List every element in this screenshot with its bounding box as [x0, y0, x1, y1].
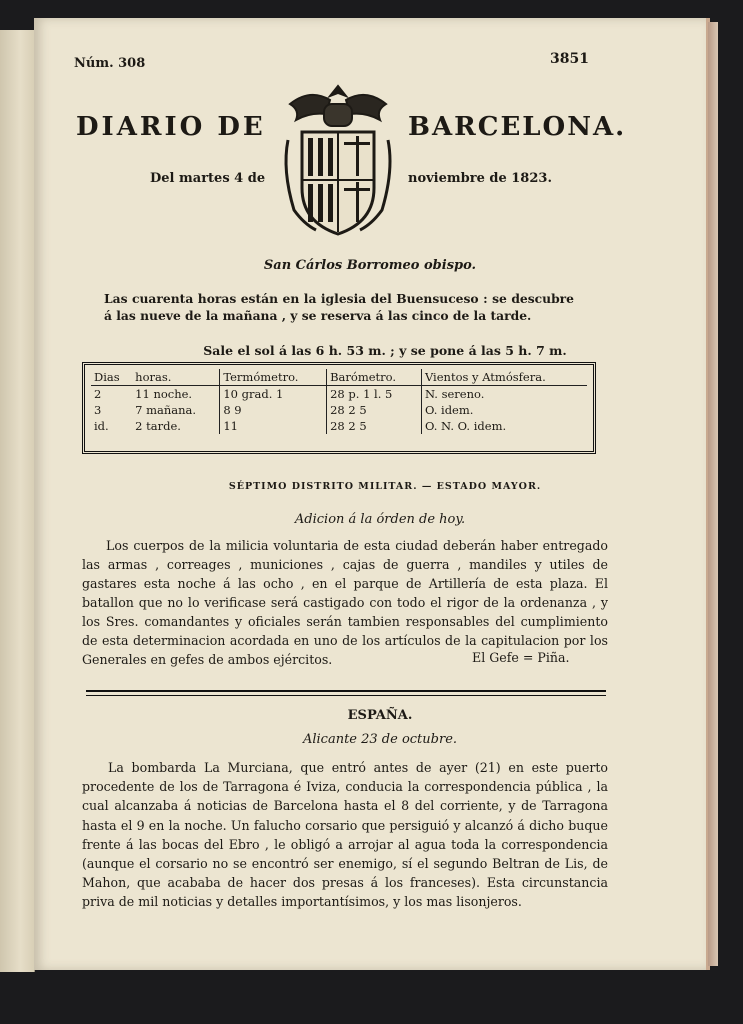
weather-cell: 11 noche.	[135, 387, 193, 401]
section-title: ESPAÑA.	[347, 708, 413, 723]
weather-cell: 11	[220, 418, 327, 434]
section-divider	[86, 690, 606, 696]
page-number: 3851	[550, 51, 589, 67]
weather-header-winds: Vientos y Atmósfera.	[421, 369, 587, 386]
table-row	[91, 402, 587, 418]
weather-cell: 3	[94, 403, 102, 417]
weather-cell: O. idem.	[421, 402, 587, 418]
weather-header-thermometer: Termómetro.	[220, 369, 327, 386]
sun-times: Sale el sol á las 6 h. 53 m. ; y se pone á las 5 h. 7 m.	[203, 343, 567, 358]
table-row	[91, 386, 587, 403]
district-heading: SÉPTIMO DISTRITO MILITAR. — ESTADO MAYOR.	[228, 481, 542, 492]
weather-cell: 8 9	[220, 402, 327, 418]
coat-of-arms-icon	[278, 80, 398, 242]
masthead-left: DIARIO DE	[76, 112, 266, 142]
left-page-edge	[0, 30, 35, 972]
weather-header-hours: horas.	[132, 369, 220, 386]
date-suffix: noviembre de 1823.	[408, 171, 552, 186]
addition-title: Adicion á la órden de hoy.	[294, 512, 466, 527]
weather-cell: 28 p. 1 l. 5	[327, 386, 422, 403]
saint-of-day: San Cárlos Borromeo obispo.	[263, 258, 477, 273]
newspaper-page	[34, 18, 710, 970]
weather-cell: 10 grad. 1	[220, 386, 327, 403]
addition-signature: El Gefe = Piña.	[472, 650, 570, 665]
weather-cell: 2 tarde.	[135, 419, 181, 433]
weather-cell: 28 2 5	[327, 418, 422, 434]
dateline: Alicante 23 de octubre.	[302, 732, 458, 747]
weather-table	[82, 362, 596, 454]
weather-cell: 2	[94, 387, 102, 401]
weather-header-days: Dias	[91, 369, 132, 386]
news-text: La bombarda La Murciana, que entró antes de ayer (21) en este puerto procedente de los de Tarragona é Iviza, conducia la correspondencia pública , la cual alcanzaba á noticias de Barcelona hasta el 8 del corriente, y de Tarragona hasta el 9 en la noche. Un falucho corsario que persiguió y alcanzó á dicho buque frente á las bocas del Ebro , le obligó a arrojar al agua toda la correspondencia (aunque el corsario no se encontró ser enemigo, sí el segundo Beltran de Lis, de Mahon, que acababa de hacer dos presas á los franceses). Esta circunstancia priva de mil noticias y detalles importantísimos, y los mas lisonjeros.	[82, 760, 608, 910]
date-prefix: Del martes 4 de	[150, 171, 266, 186]
masthead-right: BARCELONA.	[408, 112, 627, 142]
issue-number: Núm. 308	[74, 56, 146, 71]
table-row	[91, 418, 587, 434]
weather-header-barometer: Barómetro.	[327, 369, 422, 386]
weather-cell: 28 2 5	[327, 402, 422, 418]
page-edge	[708, 22, 718, 966]
forty-hours-notice: Las cuarenta horas están en la iglesia del Buensuceso : se descubre á las nueve de la mañana , y se reserva á las cinco de la tarde.	[104, 291, 574, 323]
weather-cell: 7 mañana.	[135, 403, 197, 417]
addition-text: Los cuerpos de la milicia voluntaria de esta ciudad deberán haber entregado las armas , correages , municiones , cajas de guerra , mandiles y utiles de gastares esta noche á las ocho , en el parque de Artillería de esta plaza. El batallon que no lo verificase será castigado con todo el rigor de la ordenanza , y los Sres. comandantes y oficiales serán tambien responsables del cumplimiento de esta determinacion acordada en uno de los artículos de la capitulacion por los Generales en gefes de ambos ejércitos.	[82, 538, 608, 667]
weather-cell: id.	[94, 419, 109, 433]
weather-cell: N. sereno.	[421, 386, 587, 403]
weather-cell: O. N. O. idem.	[421, 418, 587, 434]
